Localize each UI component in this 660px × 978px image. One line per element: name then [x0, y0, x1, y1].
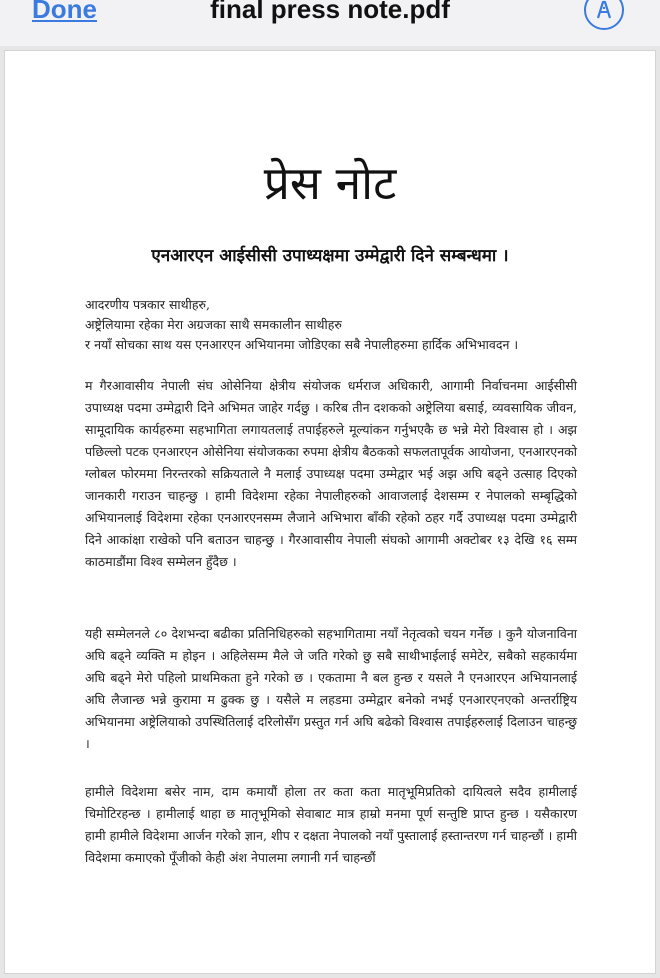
salutation-line: आदरणीय पत्रकार साथीहरु, [85, 297, 210, 312]
body-paragraph-1: म गैरआवासीय नेपाली संघ ओसेनिया क्षेत्रीय संयोजक धर्मराज अधिकारी, आगामी निर्वाचनमा आईसीसी उपाध्यक्ष पदमा उम्मेद्वारी दिने अभिमत जाहेर गर्दछु । करिब तीन दशकको अष्ट्रेलिया बसाई, व्यवसायिक जीवन, सामूदायिक कार्यहरुमा सहभागिता लगायतलाई तपाईहरुले मूल्यांकन गर्नुभएकै छ भन्ने मेरो विश्वास हो । अझ पछिल्लो पटक एनआरएन ओसेनिया संयोजकका रुपमा क्षेत्रीय बैठकको सफलतापूर्वक आयोजना, एनआरएनको ग्लोबल फोरममा निरन्तरको सक्रियताले नै मलाई उपाध्यक्ष पदमा उम्मेद्वार भई अझ अघि बढ्ने उत्साह दिएको जानकारी गराउन चाहन्छु । हामी विदेशमा रहेका नेपालीहरुको आवाजलाई देशसम्म र नेपालको सम्बृद्धिको अभियानलाई विदेशमा रहेका एनआरएनसम्म लैजाने अभिभारा बाँकी रहेको ठहर गर्दै उपाध्यक्ष पदमा उम्मेद्वारी दिने आकांक्षा राखेको पनि बताउन चाहन्छु । गैरआवासीय नेपाली संघको आगामी अक्टोबर १३ देखि १६ सम्म काठमाडौंमा विश्व सम्मेलन हुँदैछ । [85, 378, 577, 569]
pdf-viewer[interactable] [0, 46, 660, 978]
document-heading: प्रेस नोट [263, 156, 397, 210]
markup-pen-icon[interactable] [584, 0, 624, 30]
pdf-page [4, 50, 656, 974]
body-paragraph-2: यही सम्मेलनले ८० देशभन्दा बढीका प्रतिनिधिहरुको सहभागितामा नयाँ नेतृत्वको चयन गर्नेछ । कुनै योजनाविना अघि बढ्ने व्यक्ति म होइन । अहिलेसम्म मैले जे जति गरेको छु सबै साथीभाईलाई समेटेर, सबैको सहकार्यमा अघि बढ्ने मेरो पहिलो प्राथमिकता हुने गरेको छ । एकतामा नै बल हुन्छ र यसले नै एनआरएन अभियानलाई अघि लैजान्छ भन्ने कुरामा म ढुक्क छु । यसैले म लहडमा उम्मेद्वार बनेको नभई एनआरएनएको अन्तर्राष्ट्रिय अभियानमा अष्ट्रेलियाको उपस्थितिलाई दरिलोसँग प्रस्तुत गर्न अघि बढेको विश्वास तपाईहरुलाई दिलाउन चाहन्छु । [85, 626, 577, 751]
document-title: final press note.pdf [210, 0, 450, 24]
salutation-line: अष्ट्रेलियामा रहेका मेरा अग्रजका साथै समकालीन साथीहरु [85, 317, 342, 332]
salutation-line: र नयाँ सोचका साथ यस एनआरएन अभियानमा जोडिएका सबै नेपालीहरुमा हार्दिक अभिभावदन । [85, 337, 519, 352]
document-subheading: एनआरएन आईसीसी उपाध्यक्षमा उम्मेद्वारी दिने सम्बन्धमा । [151, 246, 509, 266]
salutation-block [85, 295, 577, 355]
pen-tip-icon [591, 0, 617, 23]
body-paragraph-3: हामीले विदेशमा बसेर नाम, दाम कमायौं होला तर कता कता मातृभूमिप्रतिको दायित्वले सदैव हामीलाई चिमोटिरहन्छ । हामीलाई थाहा छ मातृभूमिको सेवाबाट मात्र हाम्रो मनमा पूर्ण सन्तुष्टि प्राप्त हुन्छ । यसैकारण हामी हामीले विदेशमा आर्जन गरेको ज्ञान, शीप र दक्षता नेपालको नयाँ पुस्तालाई हस्तान्तरण गर्न चाहन्छौं । हामी विदेशमा कमाएको पूँजीको केही अंश नेपालमा लगानी गर्न चाहन्छौं [85, 784, 577, 865]
navigation-bar [0, 0, 660, 46]
done-button[interactable]: Done [32, 0, 97, 24]
